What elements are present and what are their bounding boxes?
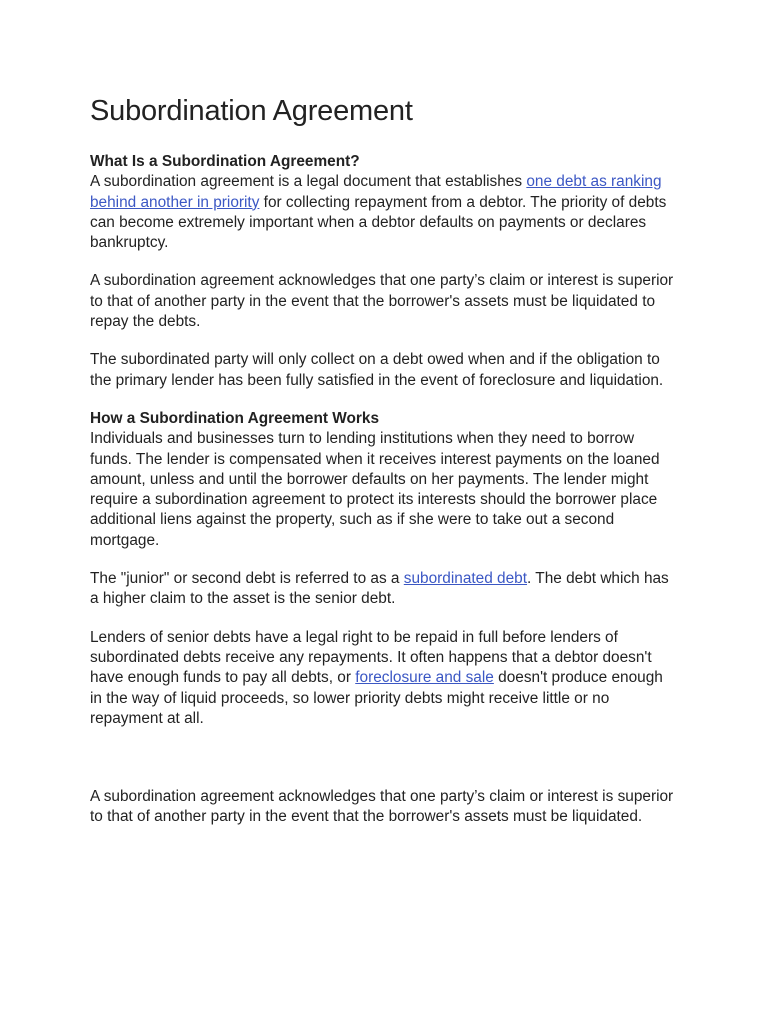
page-title: Subordination Agreement	[90, 95, 413, 127]
paragraph-subordinated-party: The subordinated party will only collect on a debt owed when and if the obligation to the primary lender has been fully satisfied in the event of foreclosure and liquidation.	[90, 351, 664, 389]
paragraph-text: for collecting repayment from a debtor. The priority of debts can become extremely important when a debtor defaults on payments or declares bankruptcy.	[90, 193, 667, 252]
link-one-debt-ranking[interactable]: one debt as ranking behind another in priority	[90, 173, 662, 211]
paragraph-acknowledges: A subordination agreement acknowledges that one party’s claim or interest is superior to that of another party in the event that the borrower's assets must be liquidated to repay the debts.	[90, 272, 674, 331]
paragraph-text: doesn't produce enough in the way of liquid proceeds, so lower priority debts might receive little or no repayment at all.	[90, 669, 663, 727]
paragraph-definition	[90, 172, 678, 253]
paragraph-lending-institutions: Individuals and businesses turn to lending institutions when they need to borrow funds. The lender is compensated when it receives interest payments on the loaned amount, unless and until the borrower defaults on her payments. The lender might require a subordination agreement to protect its interests should the borrower place additional liens against the property, such as if she were to take out a second mortgage.	[90, 430, 660, 549]
paragraph-text: Lenders of senior debts have a legal right to be repaid in full before lenders of subordinated debts receive any repayments. It often happens that a debtor doesn't have enough funds to pay all debts, or	[90, 628, 652, 687]
paragraph-senior-debts	[90, 628, 678, 729]
link-foreclosure-and-sale[interactable]: foreclosure and sale	[355, 669, 494, 687]
link-subordinated-debt[interactable]: subordinated debt	[403, 570, 528, 588]
section-heading-how-it-works: How a Subordination Agreement Works	[90, 409, 380, 427]
blank-space	[90, 747, 678, 787]
section-heading-what-is: What Is a Subordination Agreement?	[90, 153, 360, 170]
paragraph-text: The "junior" or second debt is referred to as a	[90, 570, 404, 588]
paragraph-text: A subordination agreement is a legal document that establishes	[90, 173, 527, 191]
paragraph-text: . The debt which has a higher claim to the asset is the senior debt.	[90, 570, 669, 608]
paragraph-closing: A subordination agreement acknowledges that one party’s claim or interest is superior to that of another party in the event that the borrower's assets must be liquidated.	[90, 788, 674, 826]
paragraph-junior-debt	[90, 569, 678, 610]
